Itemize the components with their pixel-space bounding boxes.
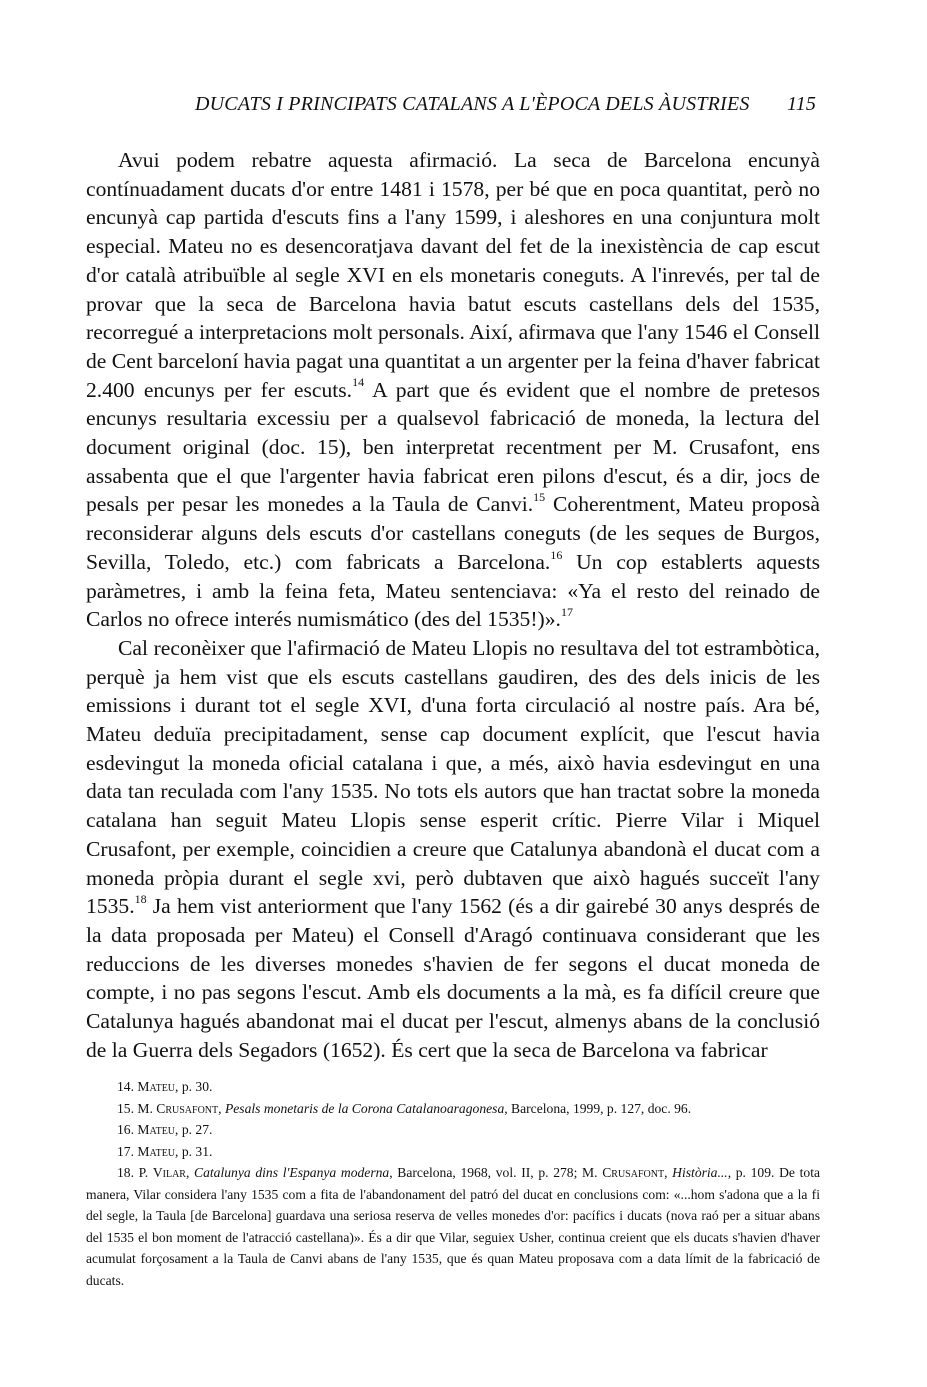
footnote-text: , Barcelona, 1999, p. 127, doc. 96. bbox=[504, 1100, 692, 1116]
text-run: Cal reconèixer que l'afirmació de Mateu Llopis no resultava del tot estrambòtica, perquè ja hem vist que els escuts castellans gaudiren, des des dels inicis de les emissions i durant tot el segle bbox=[86, 635, 820, 718]
footnote-number: 18. bbox=[117, 1165, 139, 1180]
footnote-14 bbox=[86, 1076, 820, 1098]
century-numeral: XVI bbox=[368, 693, 407, 718]
footnote-author: Crusafont bbox=[602, 1165, 665, 1180]
footnote-title: Catalunya dins l'Espanya moderna bbox=[194, 1165, 390, 1180]
footnote-text: , p. 27. bbox=[175, 1122, 213, 1137]
footnote-text: , p. 30. bbox=[175, 1079, 213, 1094]
footnote-text: , p. 109. De tota manera, Vilar considera l'any 1535 com a fita de l'abandonament del patró del ducat en conclusions com: «...hom s'adona que a la fi del segle, la Taula [de Barcelona] guardava una seriosa reserva de velles monedes d'or: pacífics i ducats (nova raó per a situar abans del 1535 el bon moment de l'atracció castellana)». És a dir que Vilar, seguiex Usher, continua creient que els ducats s'havien d'haver acumulat forçosament a la Taula de Canvi abans de l'any 1535, que és quan Mateu proposava com a data límit de la fabricació de ducats. bbox=[86, 1165, 821, 1288]
paragraph-2 bbox=[86, 634, 820, 1065]
footnote-author: Crusafont bbox=[156, 1100, 219, 1116]
footnote-volume: II bbox=[521, 1165, 531, 1180]
footnote-ref-14: 14 bbox=[352, 375, 365, 390]
footnote-ref-18: 18 bbox=[134, 892, 147, 907]
century-numeral: XVI bbox=[346, 262, 386, 287]
footnote-text: , bbox=[185, 1165, 195, 1180]
footnote-number: 16. bbox=[117, 1122, 138, 1137]
footnote-author: Vilar bbox=[152, 1165, 186, 1180]
footnote-text: , p. 278; M. bbox=[530, 1165, 603, 1180]
footnote-ref-16: 16 bbox=[550, 547, 563, 562]
running-title: DUCATS I PRINCIPATS CATALANS A L'ÈPOCA DELS ÀUSTRIES bbox=[195, 93, 750, 115]
footnote-title: Pesals monetaris de la Corona Catalanoaragonesa bbox=[224, 1100, 505, 1116]
paragraph-1 bbox=[86, 146, 820, 634]
text-run: A part que és evident que el nombre de pretesos encunys resultaria excessiu per a qualsevol fabricació de moneda, la lectura del document original (doc. 15), ben interpretat recentment per M. Crusafont, ens assabenta que el que l'argenter havia fabricat eren pilons d'escut, és a dir, jocs de pesals per pesar les monedes a la Taula de Canvi. bbox=[86, 377, 820, 517]
footnote-number: 17. bbox=[117, 1143, 138, 1159]
running-header bbox=[195, 93, 825, 116]
text-run: Un cop establerts aquests paràmetres, i amb la feina feta, Mateu sentenciava: «Ya el resto del reinado de Carlos no ofrece interés numismático (des del 1535!)». bbox=[86, 549, 820, 632]
footnote-text: , Barcelona, 1968, vol. bbox=[389, 1165, 522, 1180]
footnote-16 bbox=[86, 1119, 820, 1141]
footnote-author: Mateu bbox=[137, 1143, 176, 1159]
footnote-text: M. bbox=[137, 1100, 157, 1116]
footnote-number: 14. bbox=[117, 1079, 138, 1094]
footnote-text: , bbox=[664, 1165, 673, 1180]
century-numeral: xvi bbox=[372, 865, 401, 890]
text-run: Coherentment, Mateu proposà reconsiderar alguns dels escuts d'or castellans coneguts (de les seques de Burgos, Sevilla, Toledo, etc.) com fabricats a Barcelona. bbox=[86, 492, 820, 574]
footnotes bbox=[86, 1076, 820, 1291]
text-run: en els monetaris coneguts. A l'inrevés, per tal de provar que la seca de Barcelona havia batut escuts castellans dels del 1535, recorregué a interpretacions molt personals. Així, afirmava que l'any 1546 el Consell de Cent barceloní havia pagat una quantitat a un argenter per la feina d'haver fabricat 2.400 encunys per fer escuts. bbox=[86, 262, 820, 402]
footnote-author: Mateu bbox=[137, 1079, 176, 1094]
footnote-text: P. bbox=[138, 1165, 153, 1180]
text-run: , però dubtaven que això hagués succeït l'any 1535. bbox=[86, 865, 820, 919]
footnote-17 bbox=[86, 1141, 820, 1163]
footnote-number: 15. bbox=[117, 1100, 138, 1116]
main-text bbox=[86, 146, 820, 1065]
footnote-author: Mateu bbox=[137, 1122, 176, 1137]
page-number: 115 bbox=[787, 93, 817, 115]
text-run: Ja hem vist anteriorment que l'any 1562 (és a dir gairebé 30 anys després de la data proposada per Mateu) el Consell d'Aragó continuava considerant que les reduccions de les diverses monedes s'havien de fer segons el ducat moneda de compte, i no pas segons l'escut. Amb els documents a la mà, es fa difícil creure que Catalunya hagués abandonat mai el ducat per l'escut, almenys abans de la conclusió de la Guerra dels Segadors (1652). És cert que la seca de Barcelona va fabricar bbox=[86, 894, 820, 1062]
footnote-18 bbox=[86, 1162, 820, 1291]
footnote-ref-15: 15 bbox=[533, 490, 546, 505]
footnote-ref-17: 17 bbox=[560, 605, 573, 620]
text-run: , d'una forta circulació al nostre país. Ara bé, Mateu deduïa precipitadament, sense cap document explícit, que l'escut havia esdevingut la moneda oficial catalana i que, a més, això havia esdevingut en una data tan reculada com l'any 1535. No tots els autors que han tractat sobre la moneda catalana han seguit Mateu Llopis sense esperit crític. Pierre Vilar i Miquel Crusafont, per exemple, coincidien a creure que Catalunya abandonà el ducat com a moneda pròpia durant el segle bbox=[86, 693, 820, 890]
footnote-text: , bbox=[218, 1100, 225, 1116]
footnote-15 bbox=[86, 1098, 820, 1120]
text-run: Avui podem rebatre aquesta afirmació. La seca de Barcelona encunyà contínuadament ducats d'or entre 1481 i 1578, per bé que en poca quantitat, però no encunyà cap partida d'escuts fins a l'any 1599, i aleshores en una conjuntura molt especial. Mateu no es desencoratjava davant del fet de la inexistència de cap escut d'or català atribuïble al segle bbox=[86, 148, 820, 287]
footnote-text: , p. 31. bbox=[175, 1143, 213, 1159]
footnote-title: Història... bbox=[672, 1165, 728, 1180]
